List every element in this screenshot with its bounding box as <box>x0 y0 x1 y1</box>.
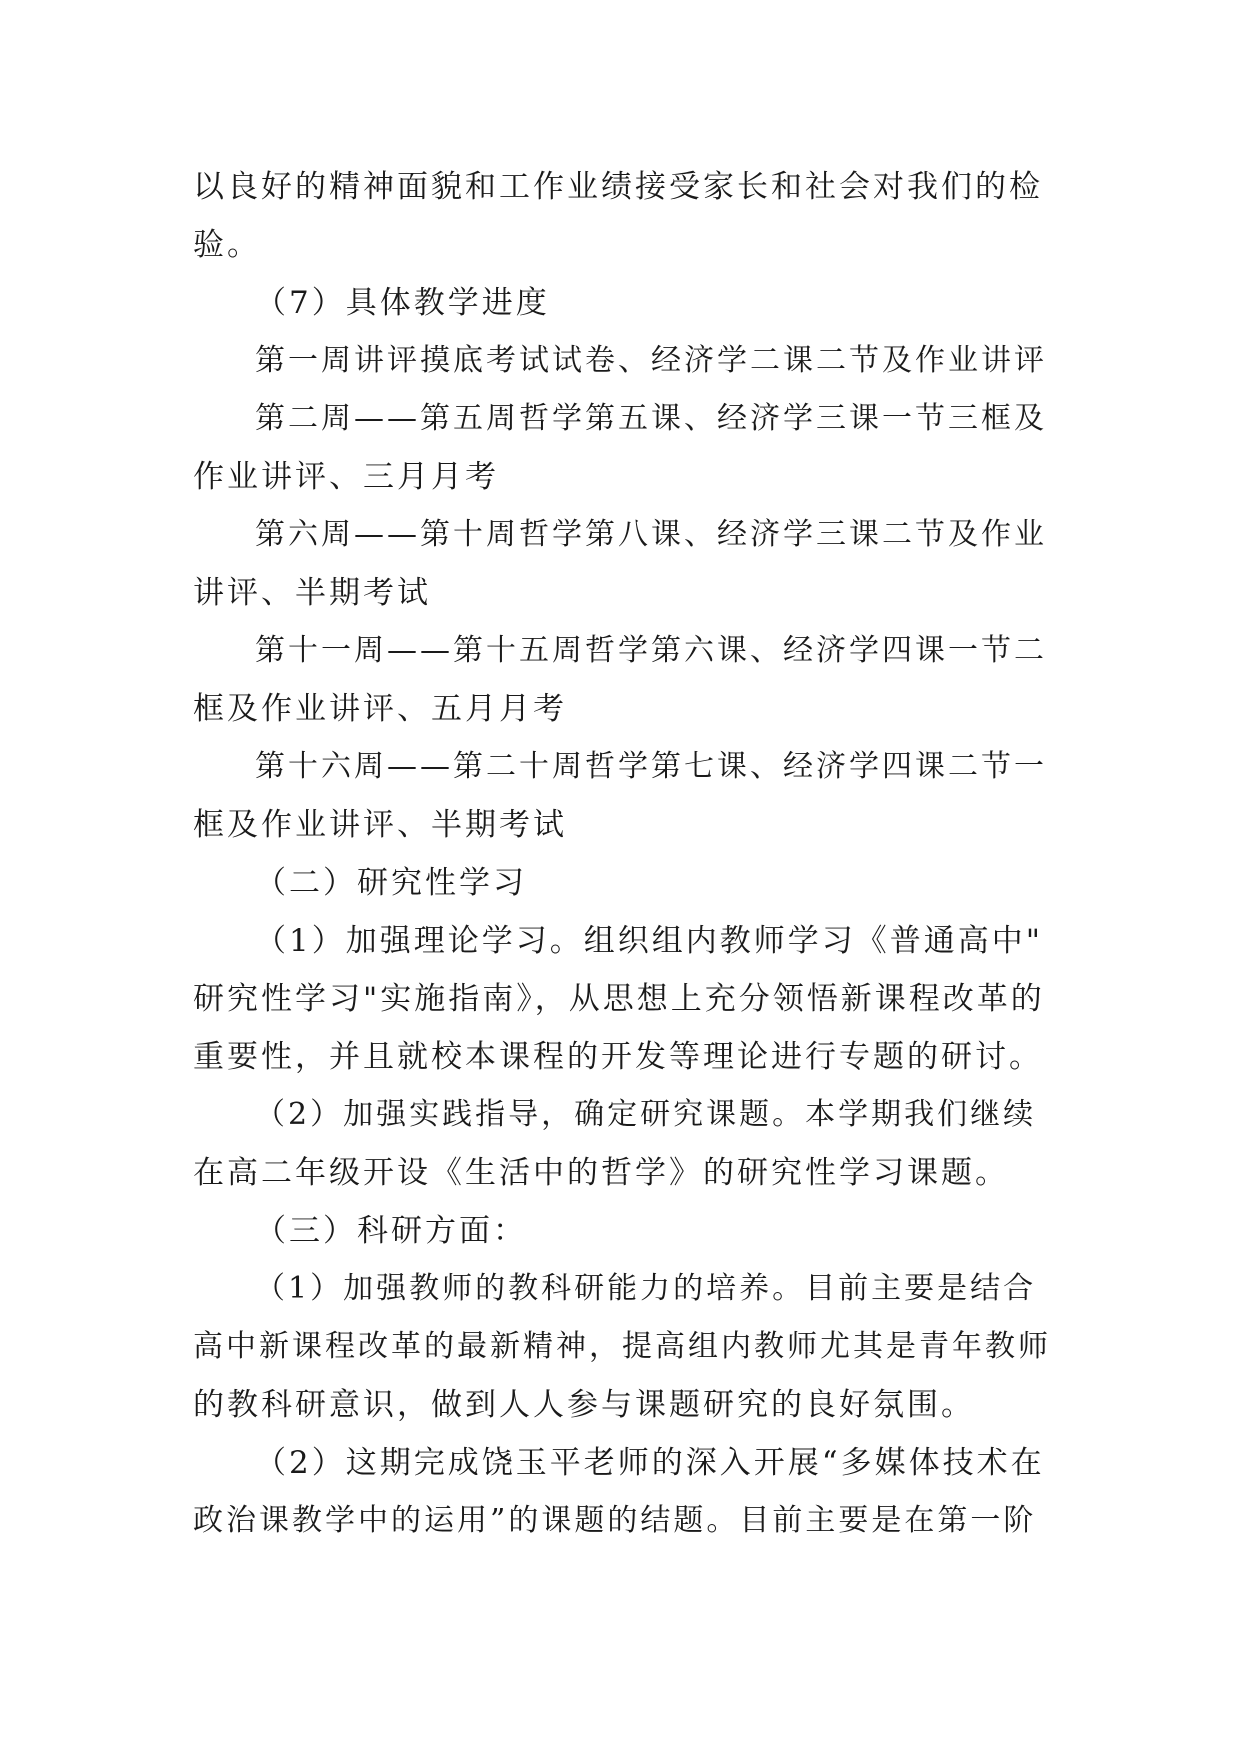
paragraph-line: （2）加强实践指导，确定研究课题。本学期我们继续 <box>255 1097 1037 1132</box>
paragraph-line: 作业讲评、三月月考 <box>193 459 499 495</box>
paragraph-line: 高中新课程改革的最新精神，提高组内教师尤其是青年教师 <box>193 1329 1051 1364</box>
paragraph-line: 第十一周——第十五周哲学第六课、经济学四课一节二 <box>255 633 1047 668</box>
paragraph-line: 政治课教学中的运用”的课题的结题。目前主要是在第一阶 <box>193 1503 1037 1538</box>
paragraph-line: 重要性，并且就校本课程的开发等理论进行专题的研讨。 <box>193 1039 1043 1075</box>
paragraph-line: （1）加强教师的教科研能力的培养。目前主要是结合 <box>255 1271 1037 1306</box>
section-heading: （7）具体教学进度 <box>255 285 550 321</box>
paragraph-line: 第十六周——第二十周哲学第七课、经济学四课二节一 <box>255 749 1047 784</box>
paragraph-line: （1）加强理论学习。组织组内教师学习《普通高中" <box>255 923 1043 959</box>
paragraph-line: （2）这期完成饶玉平老师的深入开展“多媒体技术在 <box>255 1445 1045 1481</box>
paragraph-line: 框及作业讲评、五月月考 <box>193 691 567 727</box>
section-heading: （三）科研方面： <box>255 1213 527 1249</box>
paragraph-line: 第二周——第五周哲学第五课、经济学三课一节三框及 <box>255 401 1047 436</box>
document-body <box>193 158 1055 1550</box>
paragraph-line: 验。 <box>193 227 261 263</box>
paragraph-line: 研究性学习"实施指南》，从思想上充分领悟新课程改革的 <box>193 981 1045 1017</box>
paragraph-line: 讲评、半期考试 <box>193 575 431 611</box>
paragraph-line: 第六周——第十周哲学第八课、经济学三课二节及作业 <box>255 517 1047 552</box>
paragraph-line: 框及作业讲评、半期考试 <box>193 807 567 843</box>
paragraph-line: 以良好的精神面貌和工作业绩接受家长和社会对我们的检 <box>193 169 1043 205</box>
section-heading: （二）研究性学习 <box>255 865 527 901</box>
paragraph-line: 在高二年级开设《生活中的哲学》的研究性学习课题。 <box>193 1155 1009 1191</box>
paragraph-line: 的教科研意识，做到人人参与课题研究的良好氛围。 <box>193 1387 975 1423</box>
paragraph-line: 第一周讲评摸底考试试卷、经济学二课二节及作业讲评 <box>255 343 1047 378</box>
